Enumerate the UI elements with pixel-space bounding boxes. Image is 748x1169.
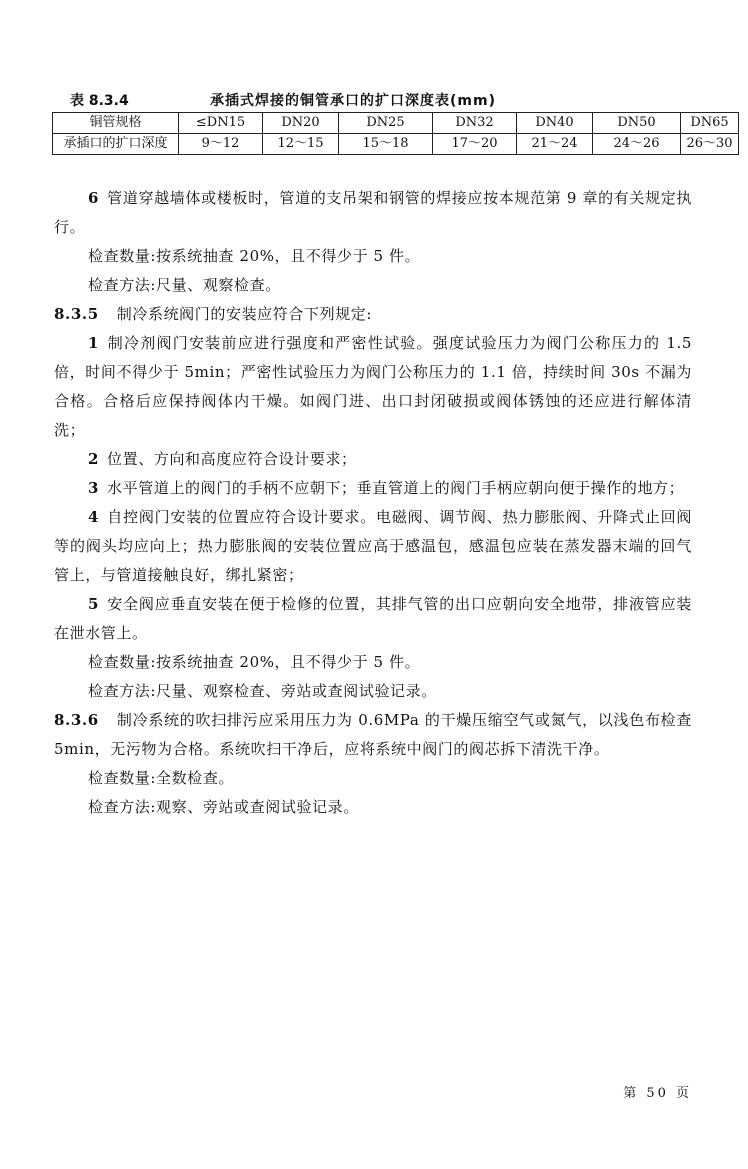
table-row [53,134,739,155]
paragraph [54,242,692,271]
paragraph-text: 检查方法:尺量、观察检查。 [88,276,281,294]
table-cell: 24～26 [593,134,681,155]
paragraph-text: 自控阀门安装的位置应符合设计要求。电磁阀、调节阀、热力膨胀阀、升降式止回阀等的阀头均应向上；热力膨胀阀的安装位置应高于感温包，感温包应装在蒸发器末端的回气管上，与管道接触良好，绑扎紧密； [54,508,692,584]
item-number: 6 [88,189,100,207]
table-cell: 21～24 [517,134,593,155]
table-cell: DN32 [433,113,517,134]
paragraph [54,271,692,300]
paragraph-text: 检查数量:按系统抽查 20%，且不得少于 5 件。 [88,653,421,671]
table-row [53,113,739,134]
paragraph [54,590,692,648]
paragraph [54,764,692,793]
paragraph [54,474,692,503]
paragraph [54,706,692,764]
table-cell: DN40 [517,113,593,134]
paragraph [54,503,692,590]
paragraph [54,300,692,329]
table-cell: 12～15 [263,134,339,155]
paragraph-text: 水平管道上的阀门的手柄不应朝下；垂直管道上的阀门手柄应朝向便于操作的地方； [107,479,685,497]
table-cell: 26～30 [681,134,739,155]
body-text [54,184,692,822]
flare-depth-table [52,112,739,155]
paragraph-text: 检查数量:全数检查。 [88,769,235,787]
paragraph [54,329,692,445]
table-cell: 15～18 [339,134,433,155]
table-row-header: 承插口的扩口深度 [53,134,179,155]
paragraph-text: 制冷剂阀门安装前应进行强度和严密性试验。强度试验压力为阀门公称压力的 1.5 倍，时间不得少于 5min；严密性试验压力为阀门公称压力的 1.1 倍，持续时间 30s 不漏为合格。合格后应保持阀体内干燥。如阀门进、出口封闭破损或阀体锈蚀的还应进行解体清洗； [54,334,692,439]
paragraph [54,445,692,474]
table-cell: DN25 [339,113,433,134]
table-cell: DN65 [681,113,739,134]
paragraph-text: 制冷系统阀门的安装应符合下列规定: [116,305,373,323]
paragraph [54,648,692,677]
table-number: 表 8.3.4 [70,93,129,109]
table-cell: ≤DN15 [179,113,263,134]
section-number: 8.3.5 [54,305,99,323]
paragraph-text: 检查方法:观察、旁站或查阅试验记录。 [88,798,359,816]
item-number: 5 [88,595,100,613]
paragraph-text: 位置、方向和高度应符合设计要求； [107,450,357,468]
item-number: 2 [88,450,100,468]
item-number: 3 [88,479,100,497]
table-caption [70,90,630,110]
paragraph-text: 安全阀应垂直安装在便于检修的位置，其排气管的出口应朝向安全地带，排液管应装在泄水管上。 [54,595,692,642]
section-number: 8.3.6 [54,711,99,729]
paragraph-text: 检查方法:尺量、观察检查、旁站或查阅试验记录。 [88,682,437,700]
table-cell: 17～20 [433,134,517,155]
paragraph [54,677,692,706]
item-number: 4 [88,508,100,526]
table-cell: DN50 [593,113,681,134]
page-number: 第 50 页 [623,1086,692,1101]
table-cell: 9～12 [179,134,263,155]
paragraph-text: 检查数量:按系统抽查 20%，且不得少于 5 件。 [88,247,421,265]
table-row-header: 铜管规格 [53,113,179,134]
paragraph-text: 管道穿越墙体或楼板时，管道的支吊架和钢管的焊接应按本规范第 9 章的有关规定执行。 [54,189,692,236]
table-cell: DN20 [263,113,339,134]
table-title: 承插式焊接的铜管承口的扩口深度表(mm) [210,93,496,109]
paragraph-text: 制冷系统的吹扫排污应采用压力为 0.6MPa 的干燥压缩空气或氮气，以浅色布检查 5min，无污物为合格。系统吹扫干净后，应将系统中阀门的阀芯拆下清洗干净。 [54,711,692,758]
paragraph [54,184,692,242]
item-number: 1 [88,334,100,352]
paragraph [54,793,692,822]
